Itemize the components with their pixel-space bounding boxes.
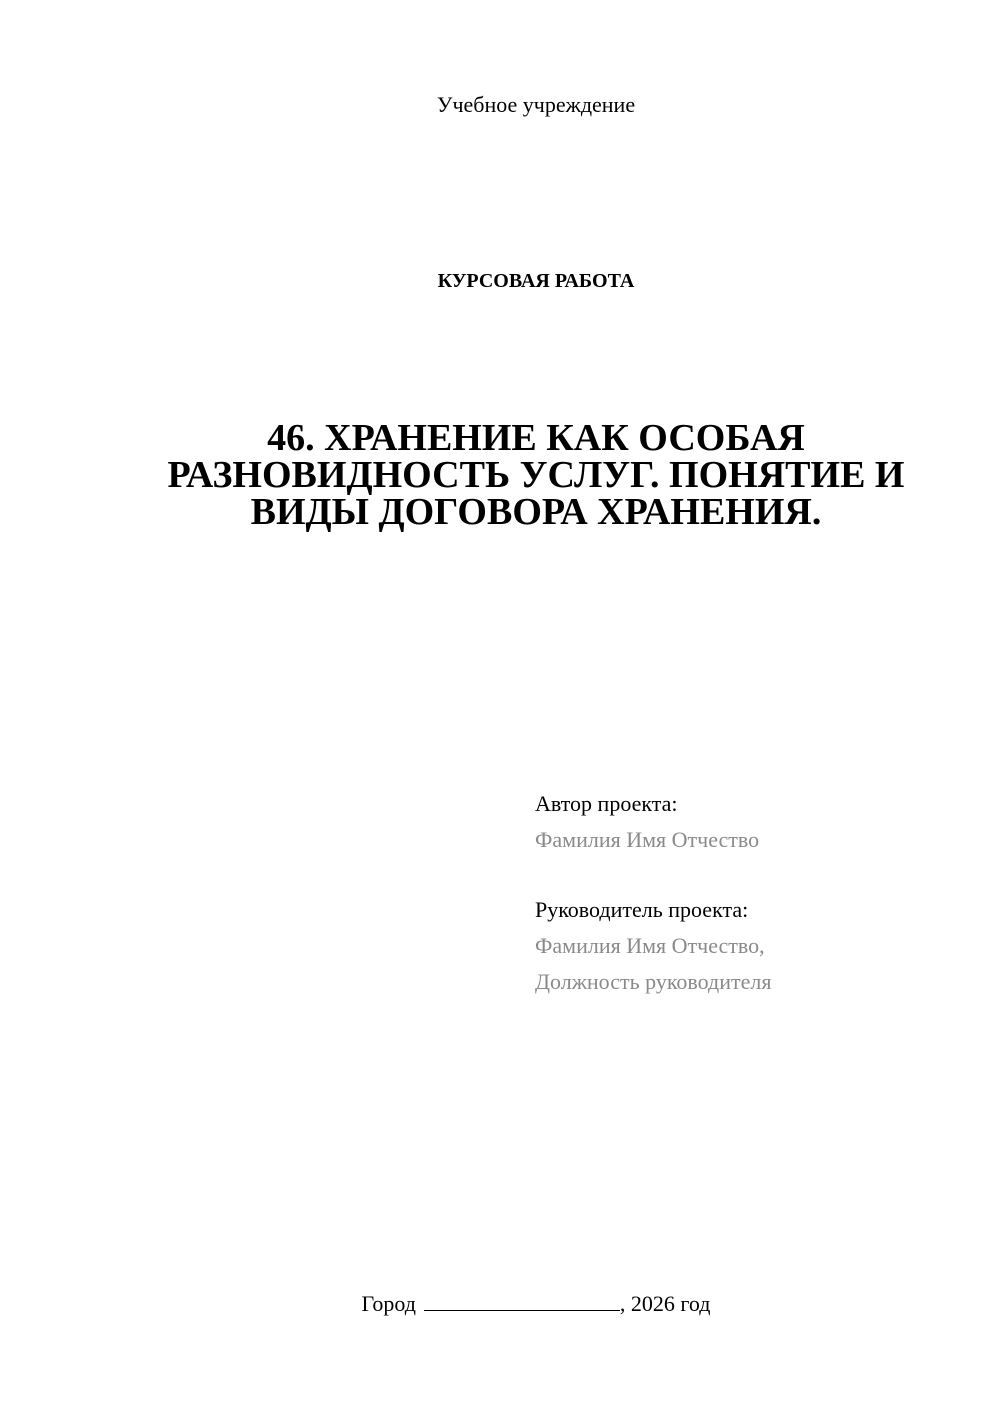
year-text: , 2026 год bbox=[619, 1291, 711, 1316]
city-label: Город bbox=[361, 1291, 416, 1316]
supervisor-block bbox=[535, 892, 975, 1000]
title-line: ВИДЫ ДОГОВОРА ХРАНЕНИЯ. bbox=[250, 491, 822, 533]
city-blank-line bbox=[424, 1290, 620, 1311]
author-name: Фамилия Имя Отчество bbox=[535, 827, 760, 852]
footer-city-year bbox=[0, 1289, 1000, 1319]
institution-name: Учебное учреждение bbox=[436, 92, 636, 117]
author-block bbox=[535, 786, 975, 858]
supervisor-label: Руководитель проекта: bbox=[535, 897, 749, 922]
title-line: 46. ХРАНЕНИЕ КАК ОСОБАЯ bbox=[267, 417, 805, 459]
supervisor-position: Должность руководителя bbox=[535, 969, 772, 994]
title-line: РАЗНОВИДНОСТЬ УСЛУГ. ПОНЯТИЕ И bbox=[167, 454, 905, 496]
supervisor-name: Фамилия Имя Отчество, bbox=[535, 933, 765, 958]
work-type-heading: КУРСОВАЯ РАБОТА bbox=[437, 270, 635, 292]
document-title bbox=[130, 417, 942, 533]
author-label: Автор проекта: bbox=[535, 791, 678, 816]
